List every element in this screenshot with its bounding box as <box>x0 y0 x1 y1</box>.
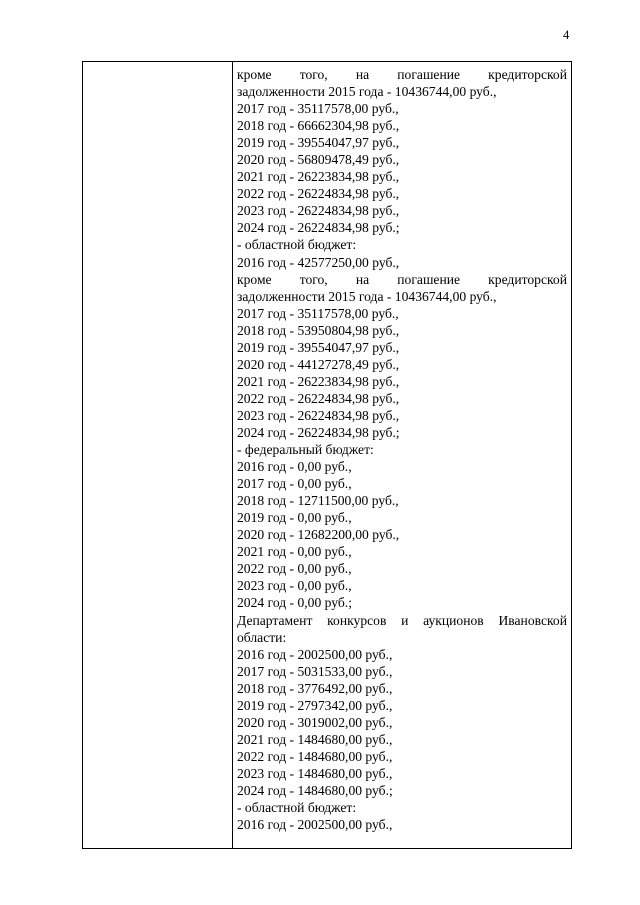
text-line: области: <box>237 629 287 645</box>
text-line: 2024 год - 1484680,00 руб.; <box>237 782 393 798</box>
text-line: 2018 год - 66662304,98 руб., <box>237 118 400 134</box>
funding-text-cell <box>237 66 567 833</box>
text-line: 2019 год - 39554047,97 руб., <box>237 135 400 151</box>
text-line: 2022 год - 1484680,00 руб., <box>237 748 393 764</box>
text-line: 2024 год - 0,00 руб.; <box>237 595 352 611</box>
text-line: 2019 год - 2797342,00 руб., <box>237 697 393 713</box>
text-line: 2018 год - 12711500,00 руб., <box>237 493 399 509</box>
text-line: 2017 год - 35117578,00 руб., <box>237 101 399 117</box>
text-line: - областной бюджет: <box>237 800 357 816</box>
text-line: - областной бюджет: <box>237 237 357 253</box>
funding-table <box>82 61 572 849</box>
text-line: 2020 год - 3019002,00 руб., <box>237 714 393 730</box>
text-line: 2021 год - 26223834,98 руб., <box>237 373 400 389</box>
page-number: 4 <box>563 28 570 42</box>
text-line: 2023 год - 0,00 руб., <box>237 578 352 594</box>
text-line: кроме того, на погашение кредиторской <box>237 271 567 287</box>
text-line: 2016 год - 0,00 руб., <box>237 459 352 475</box>
text-line: - федеральный бюджет: <box>237 442 374 458</box>
text-line: 2021 год - 1484680,00 руб., <box>237 731 393 747</box>
text-line: 2022 год - 26224834,98 руб., <box>237 390 400 406</box>
text-line: 2024 год - 26224834,98 руб.; <box>237 424 400 440</box>
text-line: 2024 год - 26224834,98 руб.; <box>237 220 400 236</box>
text-line: задолженности 2015 года - 10436744,00 руб., <box>237 288 497 304</box>
text-line: 2017 год - 35117578,00 руб., <box>237 305 399 321</box>
text-line: 2016 год - 2002500,00 руб., <box>237 817 393 833</box>
text-line: 2023 год - 26224834,98 руб., <box>237 407 400 423</box>
text-line: 2022 год - 26224834,98 руб., <box>237 186 400 202</box>
text-line: 2018 год - 3776492,00 руб., <box>237 680 393 696</box>
text-line: задолженности 2015 года - 10436744,00 руб., <box>237 84 497 100</box>
text-line: 2017 год - 5031533,00 руб., <box>237 663 393 679</box>
text-line: Департамент конкурсов и аукционов Ивановской <box>237 612 567 628</box>
text-line: 2018 год - 53950804,98 руб., <box>237 322 400 338</box>
text-line: 2017 год - 0,00 руб., <box>237 476 352 492</box>
text-line: 2016 год - 2002500,00 руб., <box>237 646 393 662</box>
text-line: 2021 год - 26223834,98 руб., <box>237 169 400 185</box>
text-line: 2023 год - 1484680,00 руб., <box>237 765 393 781</box>
text-line: 2020 год - 12682200,00 руб., <box>237 527 400 543</box>
text-line: 2019 год - 39554047,97 руб., <box>237 339 400 355</box>
text-line: 2022 год - 0,00 руб., <box>237 561 352 577</box>
text-line: кроме того, на погашение кредиторской <box>237 67 567 82</box>
text-line: 2016 год - 42577250,00 руб., <box>237 254 400 270</box>
text-line: 2020 год - 56809478,49 руб., <box>237 152 400 168</box>
text-line: 2019 год - 0,00 руб., <box>237 510 352 526</box>
text-line: 2020 год - 44127278,49 руб., <box>237 356 400 372</box>
text-line: 2023 год - 26224834,98 руб., <box>237 203 400 219</box>
text-line: 2021 год - 0,00 руб., <box>237 544 352 560</box>
column-divider <box>232 62 233 848</box>
